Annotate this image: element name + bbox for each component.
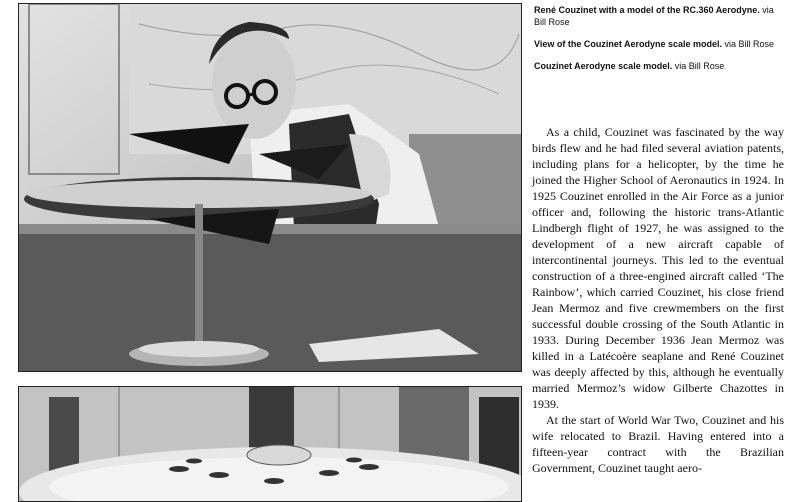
caption-3-credit: via Bill Rose	[672, 61, 725, 71]
captions	[534, 4, 784, 82]
photo-aerodyne-scale-model	[18, 386, 522, 502]
caption-3-title: Couzinet Aerodyne scale model.	[534, 61, 673, 71]
caption-3	[534, 60, 784, 72]
caption-2	[534, 38, 784, 50]
caption-1-credit: via Bill Rose	[534, 5, 774, 27]
article-body	[532, 124, 784, 476]
article-paragraph-2: At the start of World War Two, Couzinet and his wife relocated to Brazil. Having entered into a fifteen-year contract with the Brazilian Government, Couzinet taught aero-	[532, 413, 784, 475]
caption-2-credit: via Bill Rose	[722, 39, 775, 49]
caption-1-title: René Couzinet with a model of the RC.360 Aerodyne.	[534, 5, 760, 15]
article-paragraph-1: As a child, Couzinet was fascinated by the way birds flew and he had filed several aviation patents, including plans for a helicopter, by the time he joined the Higher School of Aeronautics in 1924. In 1925 Couzinet enrolled in the Air Force as a junior officer and, following the historic trans-Atlantic Lindbergh flight of 1927, he was assigned to the development of a new aircraft capable of intercontinental journeys. This led to the eventual construction of a three-engined aircraft called ‘The Rainbow’, which carried Couzinet, his close friend Jean Mermoz and five crewmembers on the first successful double crossing of the South Atlantic in 1933. During December 1936 Jean Mermoz was killed in a Latécoère seaplane and René Couzinet was deeply affected by this, although he eventually married Mermoz’s widow Gilberte Chazottes in 1939.	[532, 125, 784, 411]
photo-aerodyne-image	[19, 387, 521, 501]
caption-2-title: View of the Couzinet Aerodyne scale model.	[534, 39, 723, 49]
photo-couzinet-with-model	[18, 3, 522, 372]
photo-couzinet-image	[19, 4, 521, 371]
caption-1	[534, 4, 784, 28]
